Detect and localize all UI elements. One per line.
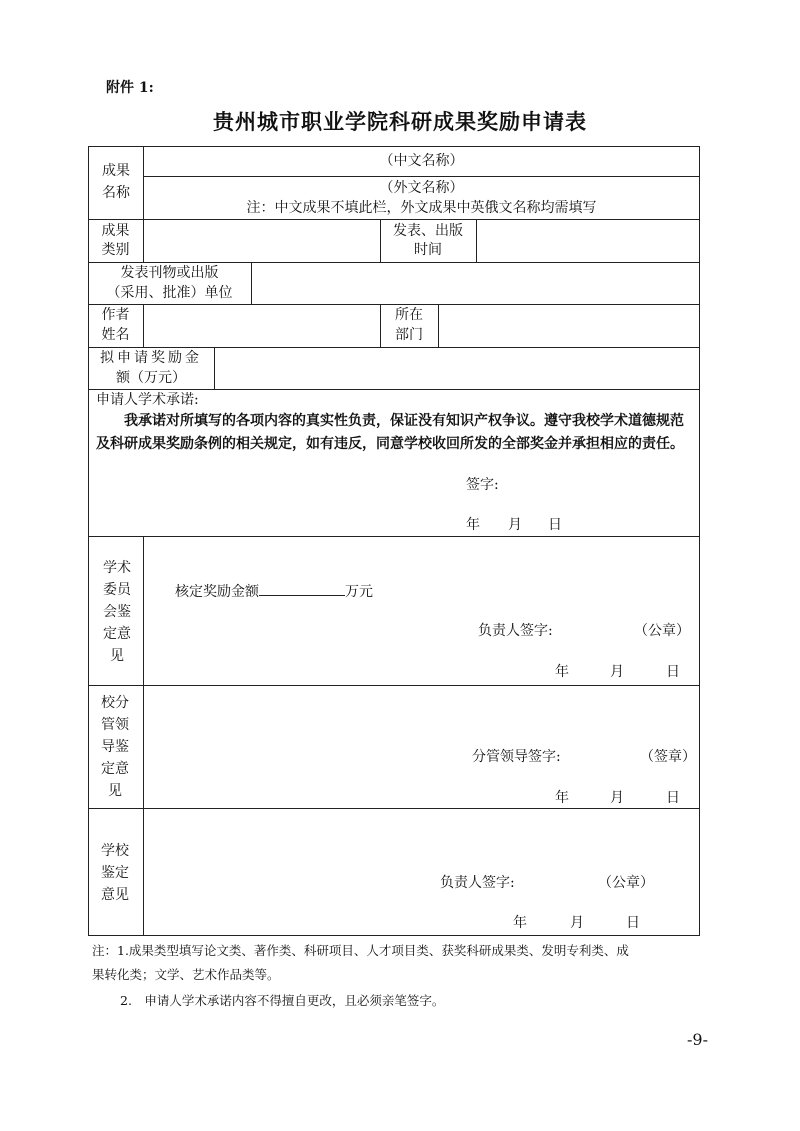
col-divider <box>143 304 144 347</box>
category-label-line1: 成果 <box>101 223 130 239</box>
pledge-date-month: 月 <box>508 517 522 533</box>
form-title: 贵州城市职业学院科研成果奖励申请表 <box>213 109 587 134</box>
committee-date-year: 年 <box>555 664 569 680</box>
chinese-name-hint[interactable]: （中文名称） <box>379 153 464 169</box>
school-approval-label: 学校鉴定意见 <box>101 843 129 903</box>
col-divider <box>438 304 439 347</box>
committee-signature-label: 负责人签字: <box>478 623 553 639</box>
leader-date-month: 月 <box>610 790 624 806</box>
publish-date-label-line1: 发表、出版 <box>393 223 463 239</box>
school-date-day: 日 <box>626 915 640 931</box>
pledge-text: 我承诺对所填写的各项内容的真实性负责，保证没有知识产权争议。遵守我校学术道德规范及科研成果奖励条例的相关规定，如有违反，同意学校收回所发的全部奖金并承担相应的责任。 <box>96 413 684 452</box>
author-label-line2: 姓名 <box>101 327 130 343</box>
approved-amount-field[interactable] <box>259 581 345 596</box>
pledge-date-day: 日 <box>548 517 562 533</box>
col-divider <box>214 347 215 389</box>
approved-amount-label: 核定奖励金额 <box>175 584 259 600</box>
school-leader-label: 校分管领导鉴定意见 <box>101 695 129 799</box>
row-divider <box>143 176 700 177</box>
pledge-heading: 申请人学术承诺: <box>96 392 199 408</box>
academic-committee-label: 学术委员会鉴定意见 <box>103 560 131 664</box>
author-label-line1: 作者 <box>101 307 130 323</box>
leader-seal: （签章） <box>640 749 696 765</box>
approved-amount-unit: 万元 <box>345 584 373 600</box>
col-divider <box>251 262 252 304</box>
department-label-line1: 所在 <box>395 307 423 323</box>
school-signature-label: 负责人签字: <box>440 875 515 891</box>
reward-amount-label-line2: 额（万元） <box>116 370 186 386</box>
leader-signature-label: 分管领导签字: <box>472 749 561 765</box>
committee-date-month: 月 <box>610 664 624 680</box>
row-divider <box>88 304 700 305</box>
reward-amount-label-line1: 拟申请奖励金 <box>100 350 202 366</box>
note-line-3: 2. 申请人学术承诺内容不得擅自更改，且必须亲笔签字。 <box>120 993 445 1008</box>
committee-date-day: 日 <box>666 664 680 680</box>
leader-date-day: 日 <box>666 790 680 806</box>
row-divider <box>88 389 700 390</box>
col-divider <box>476 219 477 262</box>
row-divider <box>88 347 700 348</box>
row-divider <box>88 262 700 263</box>
publish-date-label-line2: 时间 <box>414 242 442 258</box>
pledge-date-year: 年 <box>466 517 480 533</box>
note-line-1: 注：1.成果类型填写论文类、著作类、科研项目、人才项目类、获奖科研成果类、发明专利类、成 <box>92 943 629 958</box>
publisher-label-line2: （采用、批准）单位 <box>106 285 233 301</box>
foreign-name-note: 注：中文成果不填此栏，外文成果中英俄文名称均需填写 <box>246 200 597 216</box>
school-seal: （公章） <box>598 875 654 891</box>
row-divider <box>88 536 700 537</box>
applicant-signature-label: 签字: <box>466 477 499 493</box>
page-number: -9- <box>687 1030 708 1049</box>
row-divider <box>88 808 700 809</box>
leader-date-year: 年 <box>555 790 569 806</box>
committee-seal: （公章） <box>634 623 690 639</box>
school-date-month: 月 <box>570 915 584 931</box>
achievement-name-label: 成果名称 <box>102 163 130 201</box>
note-line-2: 果转化类；文学、艺术作品类等。 <box>92 967 280 982</box>
department-label-line2: 部门 <box>395 327 423 343</box>
school-date-year: 年 <box>513 915 527 931</box>
category-label-line2: 类别 <box>101 242 130 258</box>
row-divider <box>88 685 700 686</box>
row-divider <box>88 219 700 220</box>
publisher-label-line1: 发表刊物或出版 <box>120 265 219 281</box>
col-divider <box>143 536 144 936</box>
foreign-name-hint[interactable]: （外文名称） <box>379 180 464 196</box>
attachment-label: 附件 1: <box>106 80 154 96</box>
